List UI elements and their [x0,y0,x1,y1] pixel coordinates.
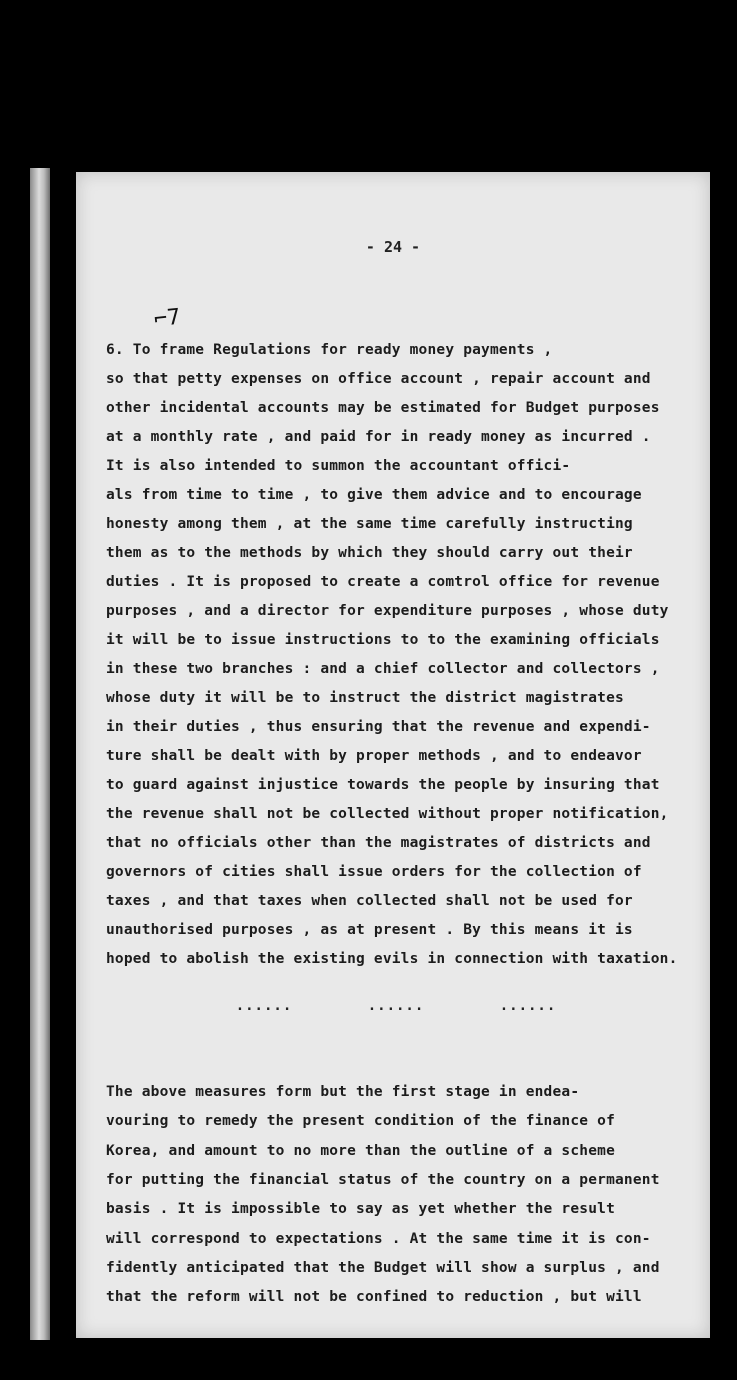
text-line: vouring to remedy the present condition of the finance of [106,1113,615,1130]
text-line: governors of cities shall issue orders for the collection of [106,864,642,880]
text-line: basis . It is impossible to say as yet whether the result [106,1201,615,1218]
section-separator: ...... ...... ...... [235,998,557,1014]
adjacent-page-edge [30,168,50,1340]
text-line: Korea, and amount to no more than the outline of a scheme [106,1142,615,1159]
text-line: will correspond to expectations . At the same time it is con- [106,1230,651,1247]
text-line: for putting the financial status of the country on a permanent [106,1171,660,1188]
text-line: fidently anticipated that the Budget will show a surplus , and [106,1259,660,1276]
text-line: hoped to abolish the existing evils in connection with taxation. [106,951,678,967]
text-line: ture shall be dealt with by proper methods , and to endeavor [106,748,642,764]
document-page [76,172,710,1338]
text-line: in their duties , thus ensuring that the revenue and expendi- [106,719,651,735]
text-line: unauthorised purposes , as at present . By this means it is [106,922,633,938]
text-line: the revenue shall not be collected without proper notification, [106,806,669,822]
text-line: to guard against injustice towards the people by insuring that [106,777,660,793]
text-line: so that petty expenses on office account , repair account and [106,371,651,387]
text-line: taxes , and that taxes when collected shall not be used for [106,893,633,909]
text-line: duties . It is proposed to create a comtrol office for revenue [106,574,660,590]
text-line: honesty among them , at the same time carefully instructing [106,516,633,532]
text-line: als from time to time , to give them advice and to encourage [106,487,642,503]
handwritten-margin-mark: ⌐7 [152,304,182,333]
text-line: in these two branches : and a chief collector and collectors , [106,661,660,677]
text-line: purposes , and a director for expenditure purposes , whose duty [106,603,669,619]
text-line: that no officials other than the magistrates of districts and [106,835,651,851]
text-line: It is also intended to summon the accountant offici- [106,458,571,474]
text-line: it will be to issue instructions to to the examining officials [106,632,660,648]
text-line: whose duty it will be to instruct the district magistrates [106,690,624,706]
text-line: that the reform will not be confined to reduction , but will [106,1289,642,1306]
text-line: at a monthly rate , and paid for in ready money as incurred . [106,429,651,445]
page-number: - 24 - [365,238,421,256]
text-line: The above measures form but the first stage in endea- [106,1084,580,1100]
text-line: them as to the methods by which they should carry out their [106,545,633,561]
text-line: other incidental accounts may be estimated for Budget purposes [106,400,660,416]
text-line: 6. To frame Regulations for ready money payments , [106,342,553,358]
